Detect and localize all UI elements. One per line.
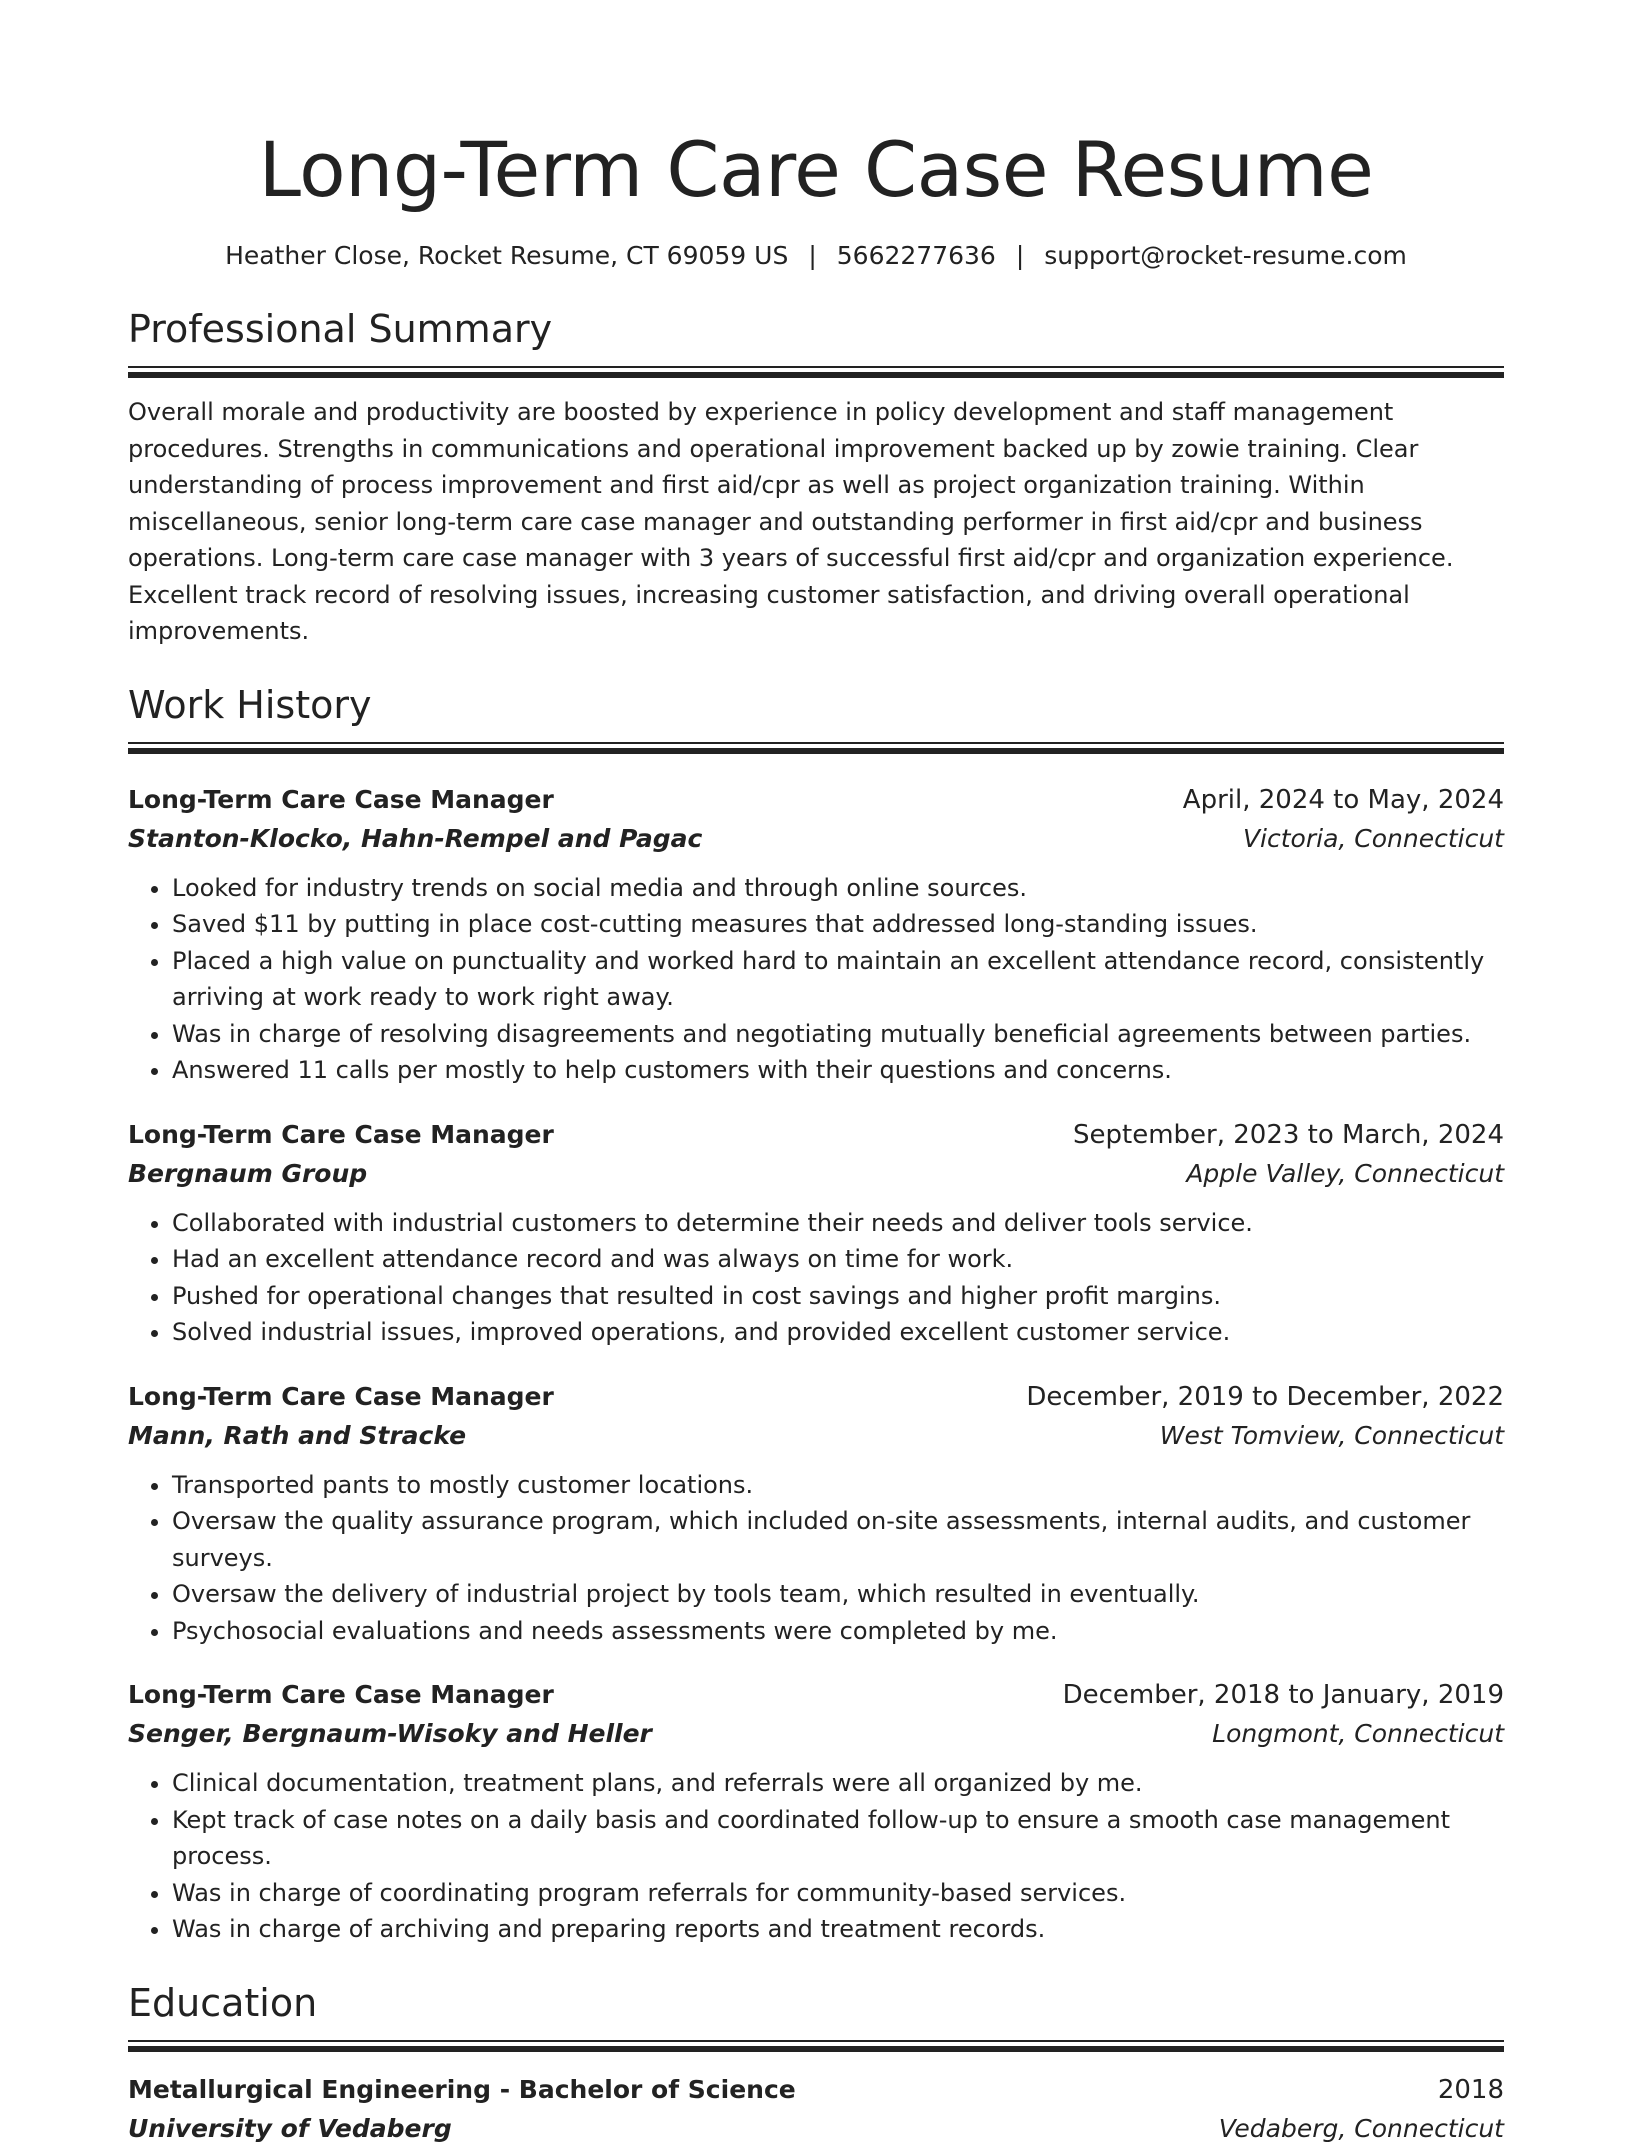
job-dates: April, 2024 to May, 2024: [1182, 784, 1504, 815]
job-duty: • Was in charge of coordinating program referrals for community-based services.: [172, 1875, 1504, 1912]
job-duty: • Pushed for operational changes that resulted in cost savings and higher profit margins.: [172, 1278, 1504, 1315]
job-location: Victoria, Connecticut: [1242, 823, 1504, 853]
job-duty: • Answered 11 calls per mostly to help customers with their questions and concerns.: [172, 1052, 1504, 1089]
job-dates: December, 2018 to January, 2019: [1062, 1680, 1504, 1710]
job-company: Senger, Bergnaum-Wisoky and Heller: [128, 1719, 652, 1748]
job-duty: • Was in charge of resolving disagreements and negotiating mutually beneficial agreements between parties.: [172, 1016, 1504, 1053]
summary-heading: Professional Summary: [128, 307, 553, 351]
education-heading: Education: [128, 1980, 318, 2025]
job-title: Long-Term Care Case Manager: [128, 1680, 554, 1709]
job-duty: • Transported pants to mostly customer locations.: [172, 1467, 1504, 1504]
job-entry: [128, 1377, 1504, 1650]
job-duty: • Psychosocial evaluations and needs assessments were completed by me.: [172, 1613, 1504, 1650]
education-entry: [128, 2070, 1504, 2148]
job-duty: • Oversaw the delivery of industrial project by tools team, which resulted in eventually.: [172, 1576, 1504, 1613]
job-location: Longmont, Connecticut: [1212, 1719, 1504, 1748]
education-year: 2018: [1437, 2074, 1504, 2105]
job-duties: [128, 870, 1504, 1089]
job-title: Long-Term Care Case Manager: [128, 784, 554, 814]
job-company: Mann, Rath and Stracke: [128, 1420, 467, 1450]
job-duty: • Solved industrial issues, improved operations, and provided excellent customer service.: [172, 1314, 1504, 1351]
contact-address: Heather Close, Rocket Resume, CT 69059 US: [225, 241, 789, 270]
summary-section: [128, 304, 1504, 650]
section-divider: [128, 2040, 1504, 2052]
job-title: Long-Term Care Case Manager: [128, 1381, 554, 1411]
job-company: Stanton-Klocko, Hahn-Rempel and Pagac: [128, 823, 703, 853]
education-school: University of Vedaberg: [128, 2113, 452, 2143]
job-duties: [128, 1765, 1504, 1948]
section-divider: [128, 366, 1504, 378]
job-duty: • Clinical documentation, treatment plans, and referrals were all organized by me.: [172, 1765, 1504, 1802]
education-location: Vedaberg, Connecticut: [1218, 2113, 1504, 2143]
job-duty: • Kept track of case notes on a daily basis and coordinated follow-up to ensure a smooth case management process.: [172, 1802, 1504, 1875]
work-history-heading: Work History: [128, 682, 372, 727]
education-section: [128, 1978, 1504, 2148]
job-duty: • Saved $11 by putting in place cost-cutting measures that addressed long-standing issues.: [172, 906, 1504, 943]
job-duties: [128, 1205, 1504, 1351]
job-title: Long-Term Care Case Manager: [128, 1119, 554, 1149]
contact-phone: 5662277636: [836, 241, 996, 270]
job-duty: • Had an excellent attendance record and was always on time for work.: [172, 1241, 1504, 1278]
job-duties: [128, 1467, 1504, 1650]
contact-separator: |: [1015, 241, 1025, 270]
section-divider: [128, 742, 1504, 754]
job-entry: [128, 1675, 1504, 1948]
job-location: West Tomview, Connecticut: [1159, 1420, 1504, 1450]
resume-title: Long-Term Care Case Resume: [258, 125, 1374, 214]
job-duty: • Was in charge of archiving and preparing reports and treatment records.: [172, 1911, 1504, 1948]
contact-email: support@rocket-resume.com: [1044, 241, 1407, 270]
job-duty: • Collaborated with industrial customers to determine their needs and deliver tools service.: [172, 1205, 1504, 1242]
job-entry: [128, 1115, 1504, 1351]
job-duty: • Placed a high value on punctuality and worked hard to maintain an excellent attendance record, consistently arriving at work ready to work right away.: [172, 943, 1504, 1016]
contact-separator: |: [808, 241, 817, 270]
resume-page: [128, 118, 1504, 2148]
job-duty: • Looked for industry trends on social media and through online sources.: [172, 870, 1504, 907]
work-history-section: [128, 680, 1504, 1948]
summary-text: Overall morale and productivity are boosted by experience in policy development and staff management procedures. Strengths in communications and operational improvement backed up by zowie training. Clear understanding of process improvement and first aid/cpr as well as project organization training. Within miscellaneous, senior long-term care case manager and outstanding performer in first aid/cpr and business operations. Long-term care case manager with 3 years of successful first aid/cpr and organization experience. Excellent track record of resolving issues, increasing customer satisfaction, and driving overall operational improvements.: [128, 398, 1454, 645]
job-dates: September, 2023 to March, 2024: [1073, 1119, 1504, 1150]
job-company: Bergnaum Group: [128, 1158, 368, 1188]
education-degree: Metallurgical Engineering - Bachelor of Science: [128, 2074, 796, 2104]
job-entry: [128, 780, 1504, 1089]
job-dates: December, 2019 to December, 2022: [1026, 1381, 1504, 1412]
job-location: Apple Valley, Connecticut: [1186, 1158, 1504, 1188]
contact-line: [128, 238, 1504, 274]
job-duty: • Oversaw the quality assurance program, which included on-site assessments, internal audits, and customer surveys.: [172, 1503, 1504, 1576]
